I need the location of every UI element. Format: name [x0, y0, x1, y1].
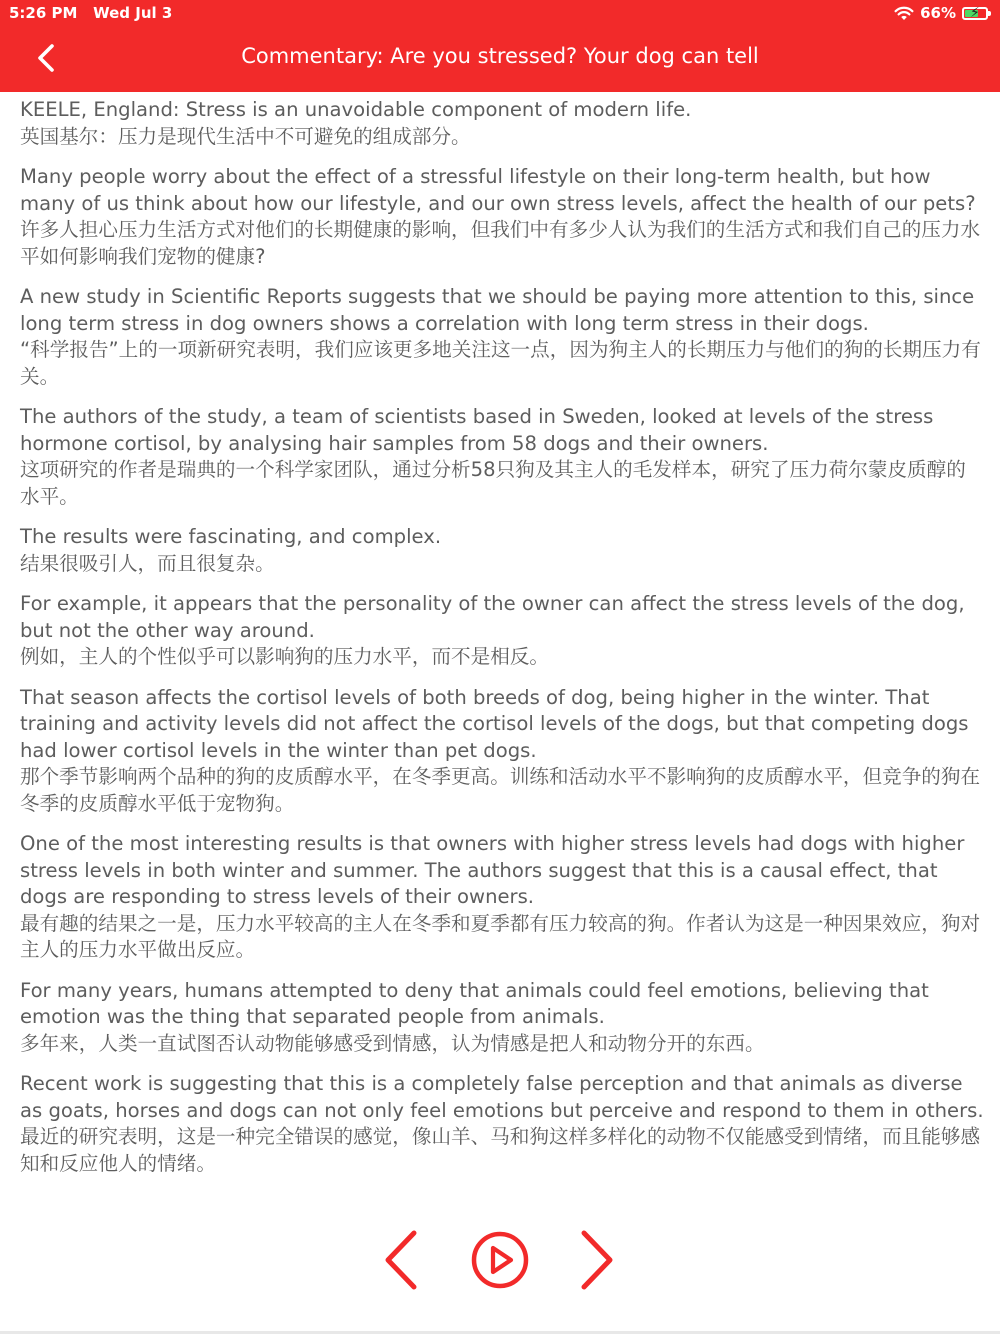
paragraph-chinese: 多年来，人类一直试图否认动物能够感受到情感，认为情感是把人和动物分开的东西。: [20, 1031, 765, 1055]
paragraph-english: The authors of the study, a team of scientists based in Sweden, looked at levels of the stress hormone cortisol, by analysing hair samples from 58 dogs and their owners.: [20, 405, 934, 455]
charging-bolt-icon: ⚡: [970, 4, 980, 21]
battery-percentage: 66%: [920, 4, 956, 22]
status-date-text: Wed Jul 3: [93, 4, 173, 22]
paragraph-english: Many people worry about the effect of a stressful lifestyle on their long-term health, but how many of us think about how our lifestyle, and our own stress levels, affect the health of our pets?: [20, 165, 976, 215]
paragraph-chinese: 英国基尔：压力是现代生活中不可避免的组成部分。: [20, 124, 471, 148]
paragraph-chinese: 最有趣的结果之一是，压力水平较高的主人在冬季和夏季都有压力较高的狗。作者认为这是一种因果效应，狗对主人的压力水平做出反应。: [20, 911, 981, 961]
status-indicators: [894, 3, 988, 23]
paragraph-chinese: 这项研究的作者是瑞典的一个科学家团队，通过分析58只狗及其主人的毛发样本，研究了压力荷尔蒙皮质醇的水平。: [20, 458, 966, 508]
next-button[interactable]: [564, 1227, 630, 1293]
paragraph-chinese: 许多人担心压力生活方式对他们的长期健康的影响，但我们中有多少人认为我们的生活方式和我们自己的压力水平如何影响我们宠物的健康?: [20, 218, 981, 268]
article-body: [20, 97, 985, 1191]
paragraph: [20, 591, 985, 671]
paragraph: [20, 978, 985, 1058]
paragraph-chinese: 那个季节影响两个品种的狗的皮质醇水平，在冬季更高。训练和活动水平不影响狗的皮质醇水平，但竞争的狗在冬季的皮质醇水平低于宠物狗。: [20, 765, 981, 815]
battery-icon: [962, 4, 988, 21]
play-circle-icon: [467, 1227, 533, 1293]
wifi-icon: [894, 6, 914, 21]
paragraph-chinese: 结果很吸引人，而且很复杂。: [20, 551, 275, 575]
paragraph-chinese: 例如，主人的个性似乎可以影响狗的压力水平，而不是相反。: [20, 645, 550, 668]
play-button[interactable]: [467, 1227, 533, 1293]
paragraph-english: One of the most interesting results is that owners with higher stress levels had dogs with higher stress levels in both winter and summer. The authors suggest that this is a causal effect, that dogs are responding to stress levels of their owners.: [20, 832, 965, 908]
paragraph-chinese: “科学报告”上的一项新研究表明，我们应该更多地关注这一点，因为狗主人的长期压力与他们的狗的长期压力有关。: [20, 338, 981, 388]
paragraph-english: KEELE, England: Stress is an unavoidable component of modern life.: [20, 98, 692, 121]
paragraph: [20, 685, 985, 818]
paragraph: [20, 1071, 985, 1177]
paragraph-english: The results were fascinating, and complex.: [20, 525, 442, 548]
paragraph: [20, 524, 985, 577]
playback-controls: [0, 1227, 1000, 1293]
status-time: [9, 4, 172, 22]
paragraph: [20, 97, 985, 150]
paragraph: [20, 831, 985, 964]
paragraph-english: Recent work is suggesting that this is a completely false perception and that animals as diverse as goats, horses and dogs can not only feel emotions but perceive and respond to them in others.: [20, 1072, 984, 1122]
paragraph-english: For example, it appears that the personality of the owner can affect the stress levels of the dog, but not the other way around.: [20, 592, 965, 642]
paragraph-english: That season affects the cortisol levels of both breeds of dog, being higher in the winter. That training and activity levels did not affect the cortisol levels of the dogs, but that competing dogs had lower cortisol levels in the winter than pet dogs.: [20, 685, 969, 762]
paragraph-english: A new study in Scientific Reports suggests that we should be paying more attention to this, since long term stress in dog owners shows a correlation with long term stress in their dogs.: [20, 285, 975, 335]
paragraph-chinese: 最近的研究表明，这是一种完全错误的感觉，像山羊、马和狗这样多样化的动物不仅能感受到情绪，而且能够感知和反应他人的情绪。: [20, 1125, 981, 1175]
chevron-right-icon: [564, 1227, 630, 1293]
paragraph-english: For many years, humans attempted to deny that animals could feel emotions, believing that emotion was the thing that separated people from animals.: [20, 978, 929, 1028]
status-bar: [0, 0, 1000, 26]
paragraph: [20, 164, 985, 270]
chevron-left-icon: [368, 1227, 434, 1293]
page-title: Commentary: Are you stressed? Your dog can tell: [241, 44, 759, 68]
paragraph: [20, 284, 985, 390]
navigation-header: [0, 0, 1000, 92]
previous-button[interactable]: [368, 1227, 434, 1293]
status-time-text: 5:26 PM: [9, 4, 78, 22]
paragraph: [20, 404, 985, 510]
